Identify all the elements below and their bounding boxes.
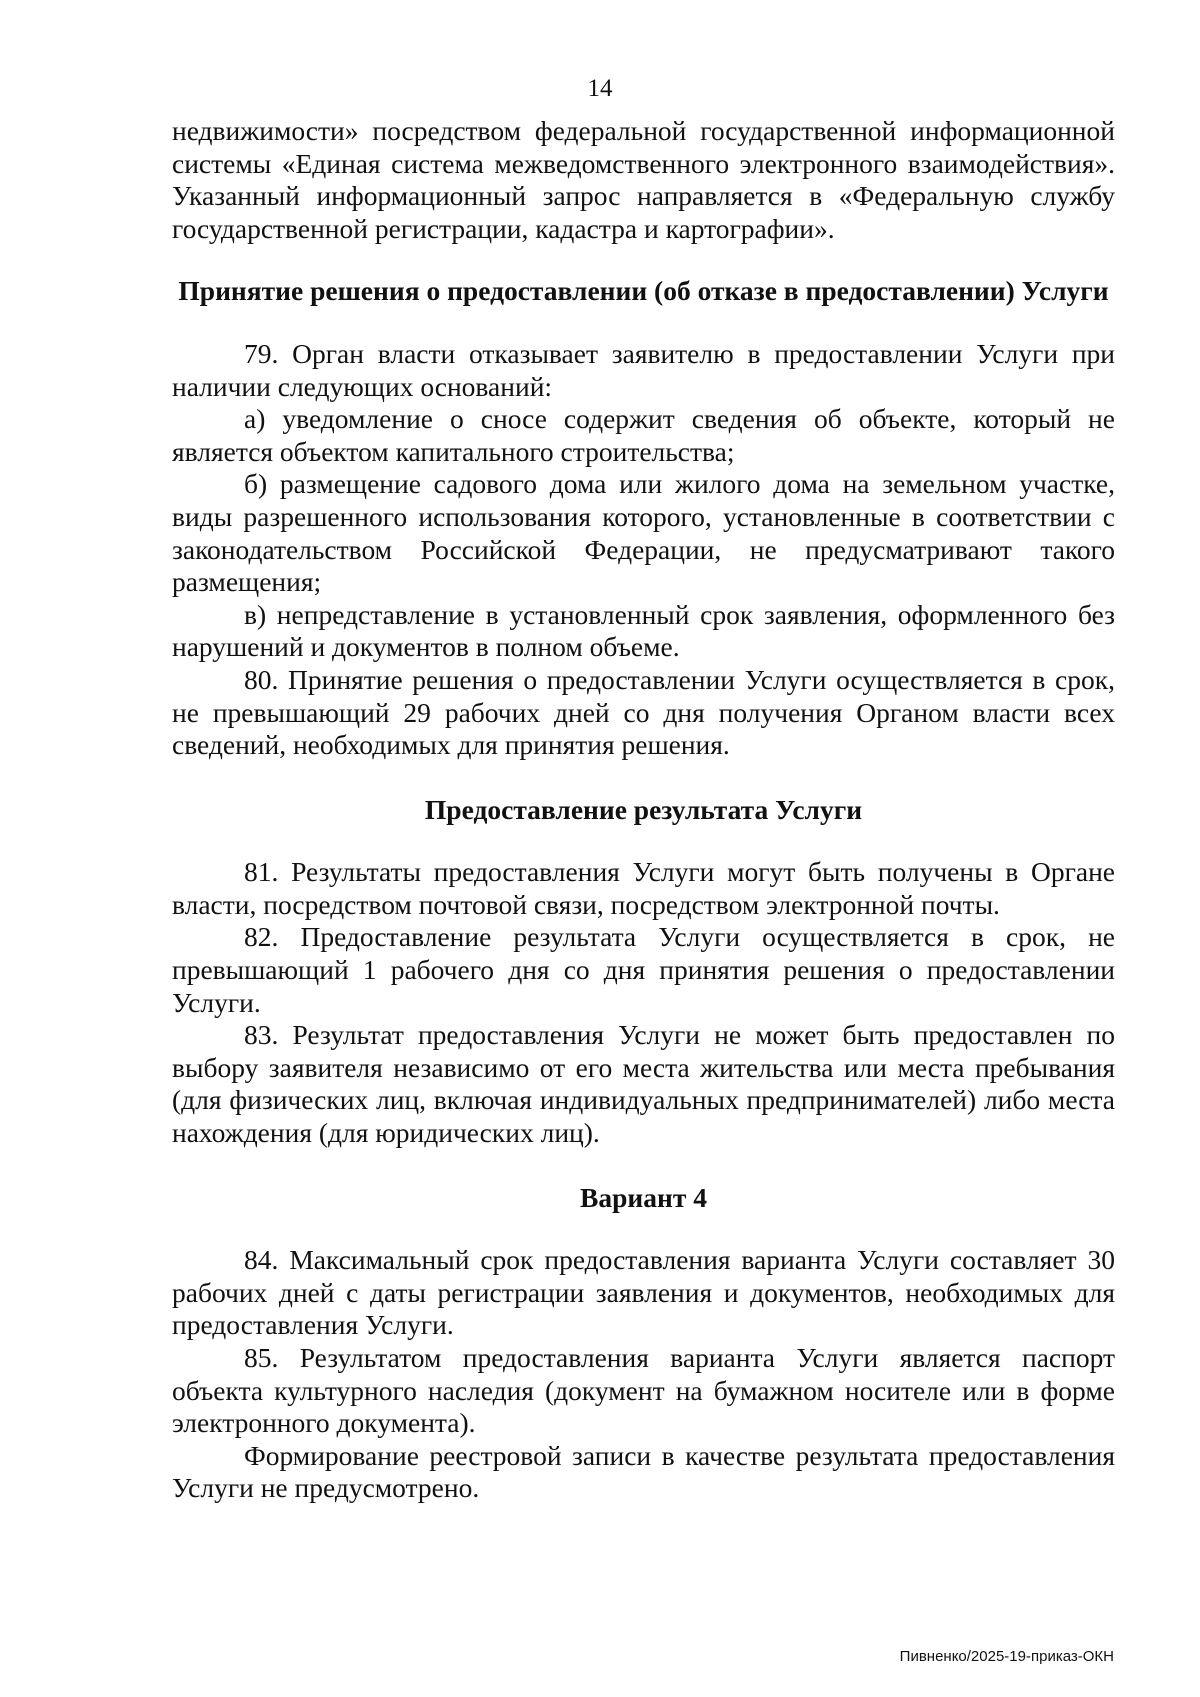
paragraph-79-a: а) уведомление о сносе содержит сведения об объекте, который не является объектом капитального строительства;	[172, 403, 1115, 467]
document-body	[172, 115, 1115, 1505]
paragraph-82: 82. Предоставление результата Услуги осуществляется в срок, не превышающий 1 рабочего дня со дня принятия решения о предоставлении Услуги.	[172, 921, 1115, 1018]
section-heading-decision: Принятие решения о предоставлении (об отказе в предоставлении) Услуги	[178, 275, 1109, 307]
paragraph-80: 80. Принятие решения о предоставлении Услуги осуществляется в срок, не превышающий 29 рабочих дней со дня получения Органом власти всех сведений, необходимых для принятия решения.	[172, 663, 1115, 761]
section-heading-variant-4: Вариант 4	[580, 1181, 707, 1213]
paragraph-85: 85. Результатом предоставления варианта Услуги является паспорт объекта культурного наследия (документ на бумажном носителе или в форме электронного документа).	[172, 1342, 1115, 1439]
paragraph-79-c: в) непредставление в установленный срок заявления, оформленного без нарушений и документов в полном объеме.	[172, 598, 1115, 663]
paragraph-registry-note: Формирование реестровой записи в качестве результата предоставления Услуги не предусмотрено.	[172, 1439, 1115, 1504]
paragraph-continuation: недвижимости» посредством федеральной государственной информационной системы «Единая система межведомственного электронного взаимодействия». Указанный информационный запрос направляется в «Федеральную службу государственной регистрации, кадастра и картографии».	[172, 115, 1115, 244]
document-code: Пивненко/2025-19-приказ-ОКН	[899, 1648, 1114, 1665]
page-number: 14	[587, 75, 613, 102]
section-heading-result: Предоставление результата Услуги	[424, 793, 863, 825]
paragraph-83: 83. Результат предоставления Услуги не может быть предоставлен по выбору заявителя независимо от его места жительства или места пребывания (для физических лиц, включая индивидуальных предпринимателей) либо места нахождения (для юридических лиц).	[172, 1019, 1115, 1149]
paragraph-84: 84. Максимальный срок предоставления варианта Услуги составляет 30 рабочих дней с даты регистрации заявления и документов, необходимых для предоставления Услуги.	[172, 1244, 1115, 1341]
paragraph-81: 81. Результаты предоставления Услуги могут быть получены в Органе власти, посредством почтовой связи, посредством электронной почты.	[172, 856, 1115, 920]
paragraph-79: 79. Орган власти отказывает заявителю в предоставлении Услуги при наличии следующих оснований:	[172, 337, 1115, 402]
paragraph-79-b: б) размещение садового дома или жилого дома на земельном участке, виды разрешенного использования которого, установленные в соответствии с законодательством Российской Федерации, не предусматривают такого размещения;	[172, 468, 1115, 598]
